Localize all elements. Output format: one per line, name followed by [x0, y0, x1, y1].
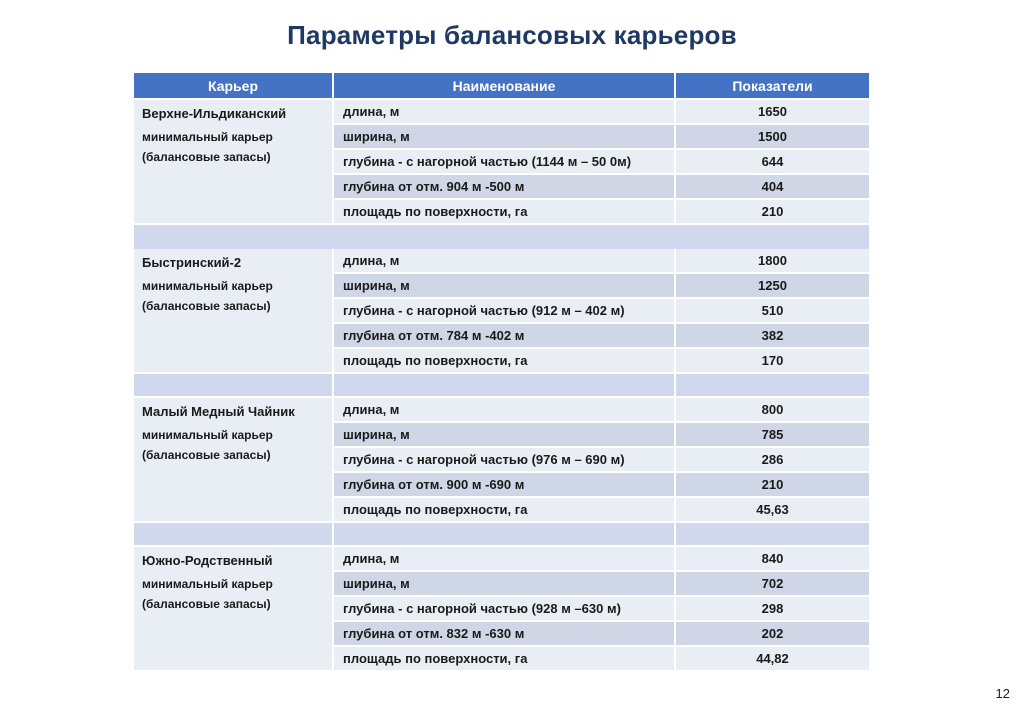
quarry-cell [134, 398, 334, 523]
page-title: Параметры балансовых карьеров [287, 20, 737, 50]
param-name: длина, м [334, 249, 676, 274]
param-name: глубина от отм. 832 м -630 м [334, 622, 676, 647]
param-value: 785 [676, 423, 869, 448]
quarry-name: Южно-Родственный [142, 553, 273, 568]
param-value: 702 [676, 572, 869, 597]
param-name: площадь по поверхности, га [334, 349, 676, 374]
separator-row [134, 374, 869, 398]
param-value: 1250 [676, 274, 869, 299]
table-row [334, 398, 869, 423]
param-name: ширина, м [334, 423, 676, 448]
param-value: 44,82 [676, 647, 869, 672]
column-header-value: Показатели [676, 73, 869, 100]
param-value: 644 [676, 150, 869, 175]
param-value: 1500 [676, 125, 869, 150]
table-row [334, 572, 869, 597]
param-name: глубина - с нагорной частью (928 м –630 м) [334, 597, 676, 622]
param-name: глубина - с нагорной частью (976 м – 690 м) [334, 448, 676, 473]
param-value: 1650 [676, 100, 869, 125]
param-name: глубина - с нагорной частью (912 м – 402 м) [334, 299, 676, 324]
table-row [334, 423, 869, 448]
param-value: 510 [676, 299, 869, 324]
param-name: длина, м [334, 100, 676, 125]
separator-cell [334, 523, 676, 547]
quarry-subtitle: (балансовые запасы) [142, 448, 271, 462]
table-row [334, 448, 869, 473]
quarry-subtitle: минимальный карьер [142, 130, 273, 144]
param-value: 1800 [676, 249, 869, 274]
quarry-group [134, 547, 869, 672]
table-row [334, 349, 869, 374]
param-value: 404 [676, 175, 869, 200]
param-value: 45,63 [676, 498, 869, 523]
separator-row [134, 225, 869, 249]
param-value: 840 [676, 547, 869, 572]
separator-cell [134, 374, 334, 398]
table-row [334, 473, 869, 498]
quarry-subtitle: (балансовые запасы) [142, 299, 271, 313]
quarry-group [134, 398, 869, 523]
table-row [334, 547, 869, 572]
column-header-quarry: Карьер [134, 73, 334, 100]
table-row [334, 274, 869, 299]
param-name: глубина от отм. 784 м -402 м [334, 324, 676, 349]
separator-cell [676, 523, 869, 547]
quarry-subtitle: минимальный карьер [142, 577, 273, 591]
quarry-name: Быстринский-2 [142, 255, 242, 270]
param-name: длина, м [334, 547, 676, 572]
quarry-cell [134, 100, 334, 225]
param-name: глубина - с нагорной частью (1144 м – 50 0м) [334, 150, 676, 175]
quarry-parameters-table [134, 73, 869, 672]
param-name: ширина, м [334, 572, 676, 597]
quarry-subtitle: минимальный карьер [142, 428, 273, 442]
separator-cell [334, 374, 676, 398]
param-value: 800 [676, 398, 869, 423]
quarry-subtitle: (балансовые запасы) [142, 597, 271, 611]
separator-row [134, 523, 869, 547]
table-row [334, 100, 869, 125]
table-row [334, 299, 869, 324]
table-row [334, 150, 869, 175]
separator-cell [134, 523, 334, 547]
table-row [334, 622, 869, 647]
table-row [334, 647, 869, 672]
table-row [334, 249, 869, 274]
separator-cell [676, 374, 869, 398]
param-name: глубина от отм. 900 м -690 м [334, 473, 676, 498]
table-row [334, 324, 869, 349]
quarry-group [134, 100, 869, 225]
table-header-row [134, 73, 869, 100]
quarry-name: Малый Медный Чайник [142, 404, 295, 419]
quarry-cell [134, 249, 334, 374]
param-name: глубина от отм. 904 м -500 м [334, 175, 676, 200]
table-row [334, 125, 869, 150]
param-value: 210 [676, 200, 869, 225]
quarry-subtitle: (балансовые запасы) [142, 150, 271, 164]
param-name: длина, м [334, 398, 676, 423]
table-row [334, 498, 869, 523]
param-name: ширина, м [334, 125, 676, 150]
param-value: 202 [676, 622, 869, 647]
table-row [334, 597, 869, 622]
quarry-subtitle: минимальный карьер [142, 279, 273, 293]
table-row [334, 175, 869, 200]
param-name: ширина, м [334, 274, 676, 299]
quarry-group [134, 249, 869, 374]
page-number: 12 [995, 686, 1010, 701]
quarry-cell [134, 547, 334, 672]
param-value: 298 [676, 597, 869, 622]
param-name: площадь по поверхности, га [334, 498, 676, 523]
quarry-name: Верхне-Ильдиканский [142, 106, 287, 121]
param-value: 286 [676, 448, 869, 473]
param-value: 170 [676, 349, 869, 374]
param-value: 210 [676, 473, 869, 498]
table-row [334, 200, 869, 225]
param-value: 382 [676, 324, 869, 349]
param-name: площадь по поверхности, га [334, 200, 676, 225]
param-name: площадь по поверхности, га [334, 647, 676, 672]
column-header-name: Наименование [334, 73, 676, 100]
